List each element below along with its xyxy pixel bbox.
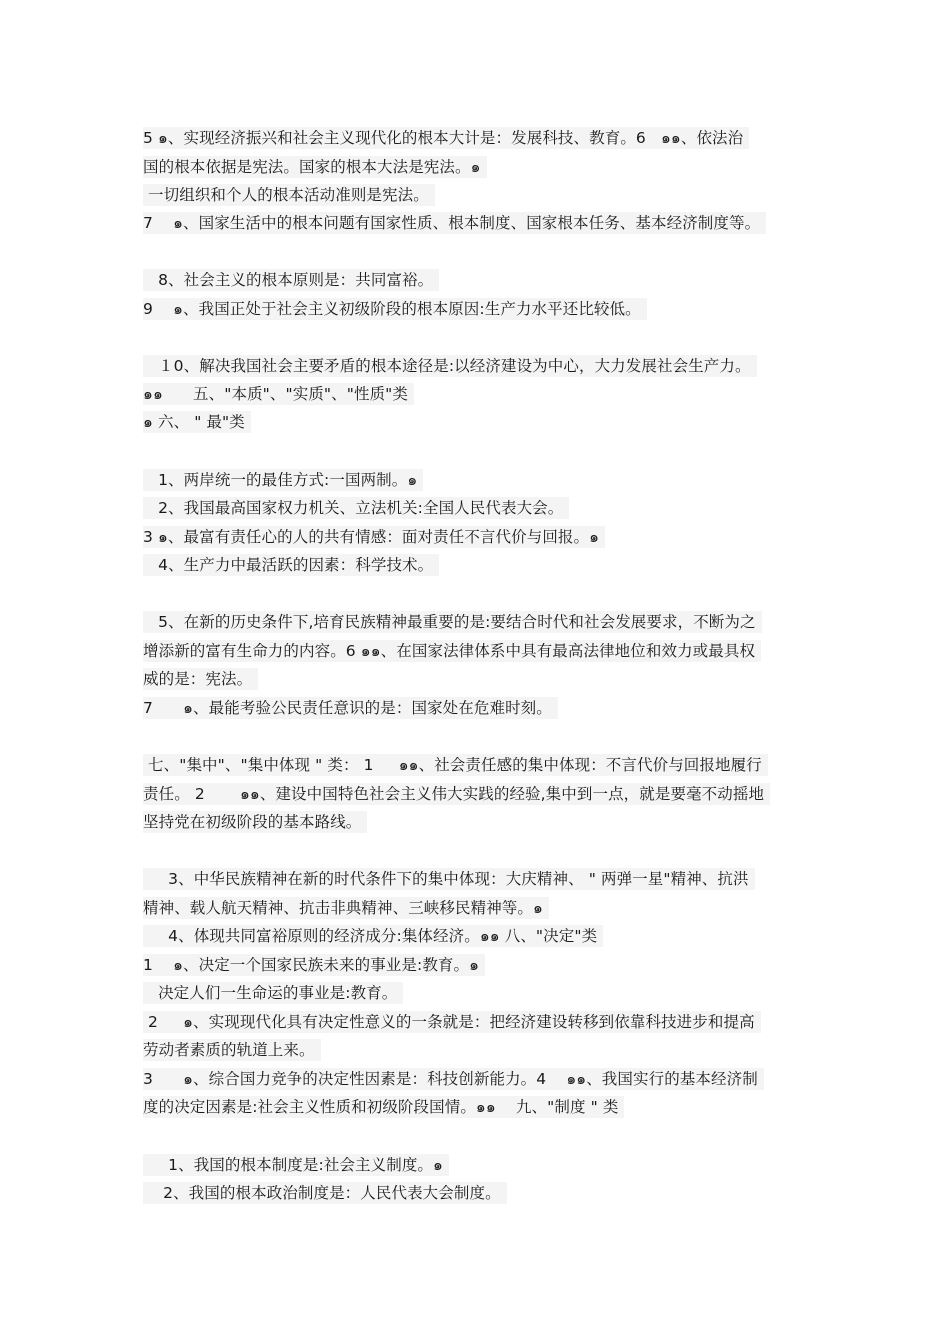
- text-line: 3 ๑、最富有责任心的人的共有情感：面对责任不言代价与回报。๑: [143, 526, 605, 548]
- text-line: 2、我国的根本政治制度是：人民代表大会制度。: [143, 1182, 507, 1204]
- text-line: 坚持党在初级阶段的基本路线。: [143, 811, 367, 833]
- text-line: 1、我国的根本制度是:社会主义制度。๑: [143, 1154, 449, 1176]
- text-line: 度的决定因素是:社会主义性质和初级阶段国情。๑๑ 九、"制度 " 类: [143, 1096, 624, 1118]
- text-line: 责任。 2 ๑๑、建设中国特色社会主义伟大实践的经验,集中到一点，就是要毫不动摇地: [143, 783, 770, 805]
- section-heading: 七、"集中"、"集中体现 " 类： 1 ๑๑、社会责任感的集中体现：不言代价与回报地履行: [143, 754, 768, 776]
- text-line: 4、生产力中最活跃的因素：科学技术。: [143, 554, 439, 576]
- text-line: 7 ๑、国家生活中的根本问题有国家性质、根本制度、国家根本任务、基本经济制度等。: [143, 212, 766, 234]
- text-line: 5、在新的历史条件下,培育民族精神最重要的是:要结合时代和社会发展要求，不断为之: [143, 611, 762, 633]
- text-line: 威的是：宪法。: [143, 668, 258, 690]
- text-line: 1、两岸统一的最佳方式:一国两制。๑: [143, 469, 423, 491]
- text-line: 2 ๑、实现现代化具有决定性意义的一条就是：把经济建设转移到依靠科技进步和提高: [143, 1011, 761, 1033]
- text-line: 7 ๑、最能考验公民责任意识的是：国家处在危难时刻。: [143, 697, 558, 719]
- text-line: 8、社会主义的根本原则是：共同富裕。: [143, 269, 439, 291]
- text-line: 1 ๑、决定一个国家民族未来的事业是:教育。๑: [143, 954, 485, 976]
- text-line: 2、我国最高国家权力机关、立法机关:全国人民代表大会。: [143, 497, 569, 519]
- text-line: 3 ๑、综合国力竞争的决定性因素是：科技创新能力。4 ๑๑、我国实行的基本经济制: [143, 1068, 764, 1090]
- text-line: １0、解决我国社会主要矛盾的根本途径是:以经济建设为中心，大力发展社会生产力。: [143, 355, 757, 377]
- section-heading: ๑ 六、 " 最"类: [143, 411, 251, 433]
- text-line: 增添新的富有生命力的内容。6 ๑๑、在国家法律体系中具有最高法律地位和效力或最具权: [143, 640, 761, 662]
- text-line: 9 ๑、我国正处于社会主义初级阶段的根本原因:生产力水平还比较低。: [143, 298, 647, 320]
- text-line: 国的根本依据是宪法。国家的根本大法是宪法。๑: [143, 156, 487, 178]
- text-line: 4、体现共同富裕原则的经济成分:集体经济。๑๑ 八、"决定"类: [143, 925, 603, 947]
- text-line: 劳动者素质的轨道上来。: [143, 1039, 321, 1061]
- text-line: 3、中华民族精神在新的时代条件下的集中体现：大庆精神、 " 两弹一星"精神、抗洪: [143, 868, 755, 890]
- text-line: 决定人们一生命运的事业是:教育。: [143, 982, 403, 1004]
- text-line: 一切组织和个人的根本活动准则是宪法。: [143, 184, 435, 206]
- text-line: 精神、载人航天精神、抗击非典精神、三峡移民精神等。๑: [143, 897, 549, 919]
- text-line: 5 ๑、实现经济振兴和社会主义现代化的根本大计是：发展科技、教育。6 ๑๑、依法治: [143, 127, 749, 149]
- section-heading: ๑๑ 五、"本质"、"实质"、"性质"类: [143, 383, 414, 405]
